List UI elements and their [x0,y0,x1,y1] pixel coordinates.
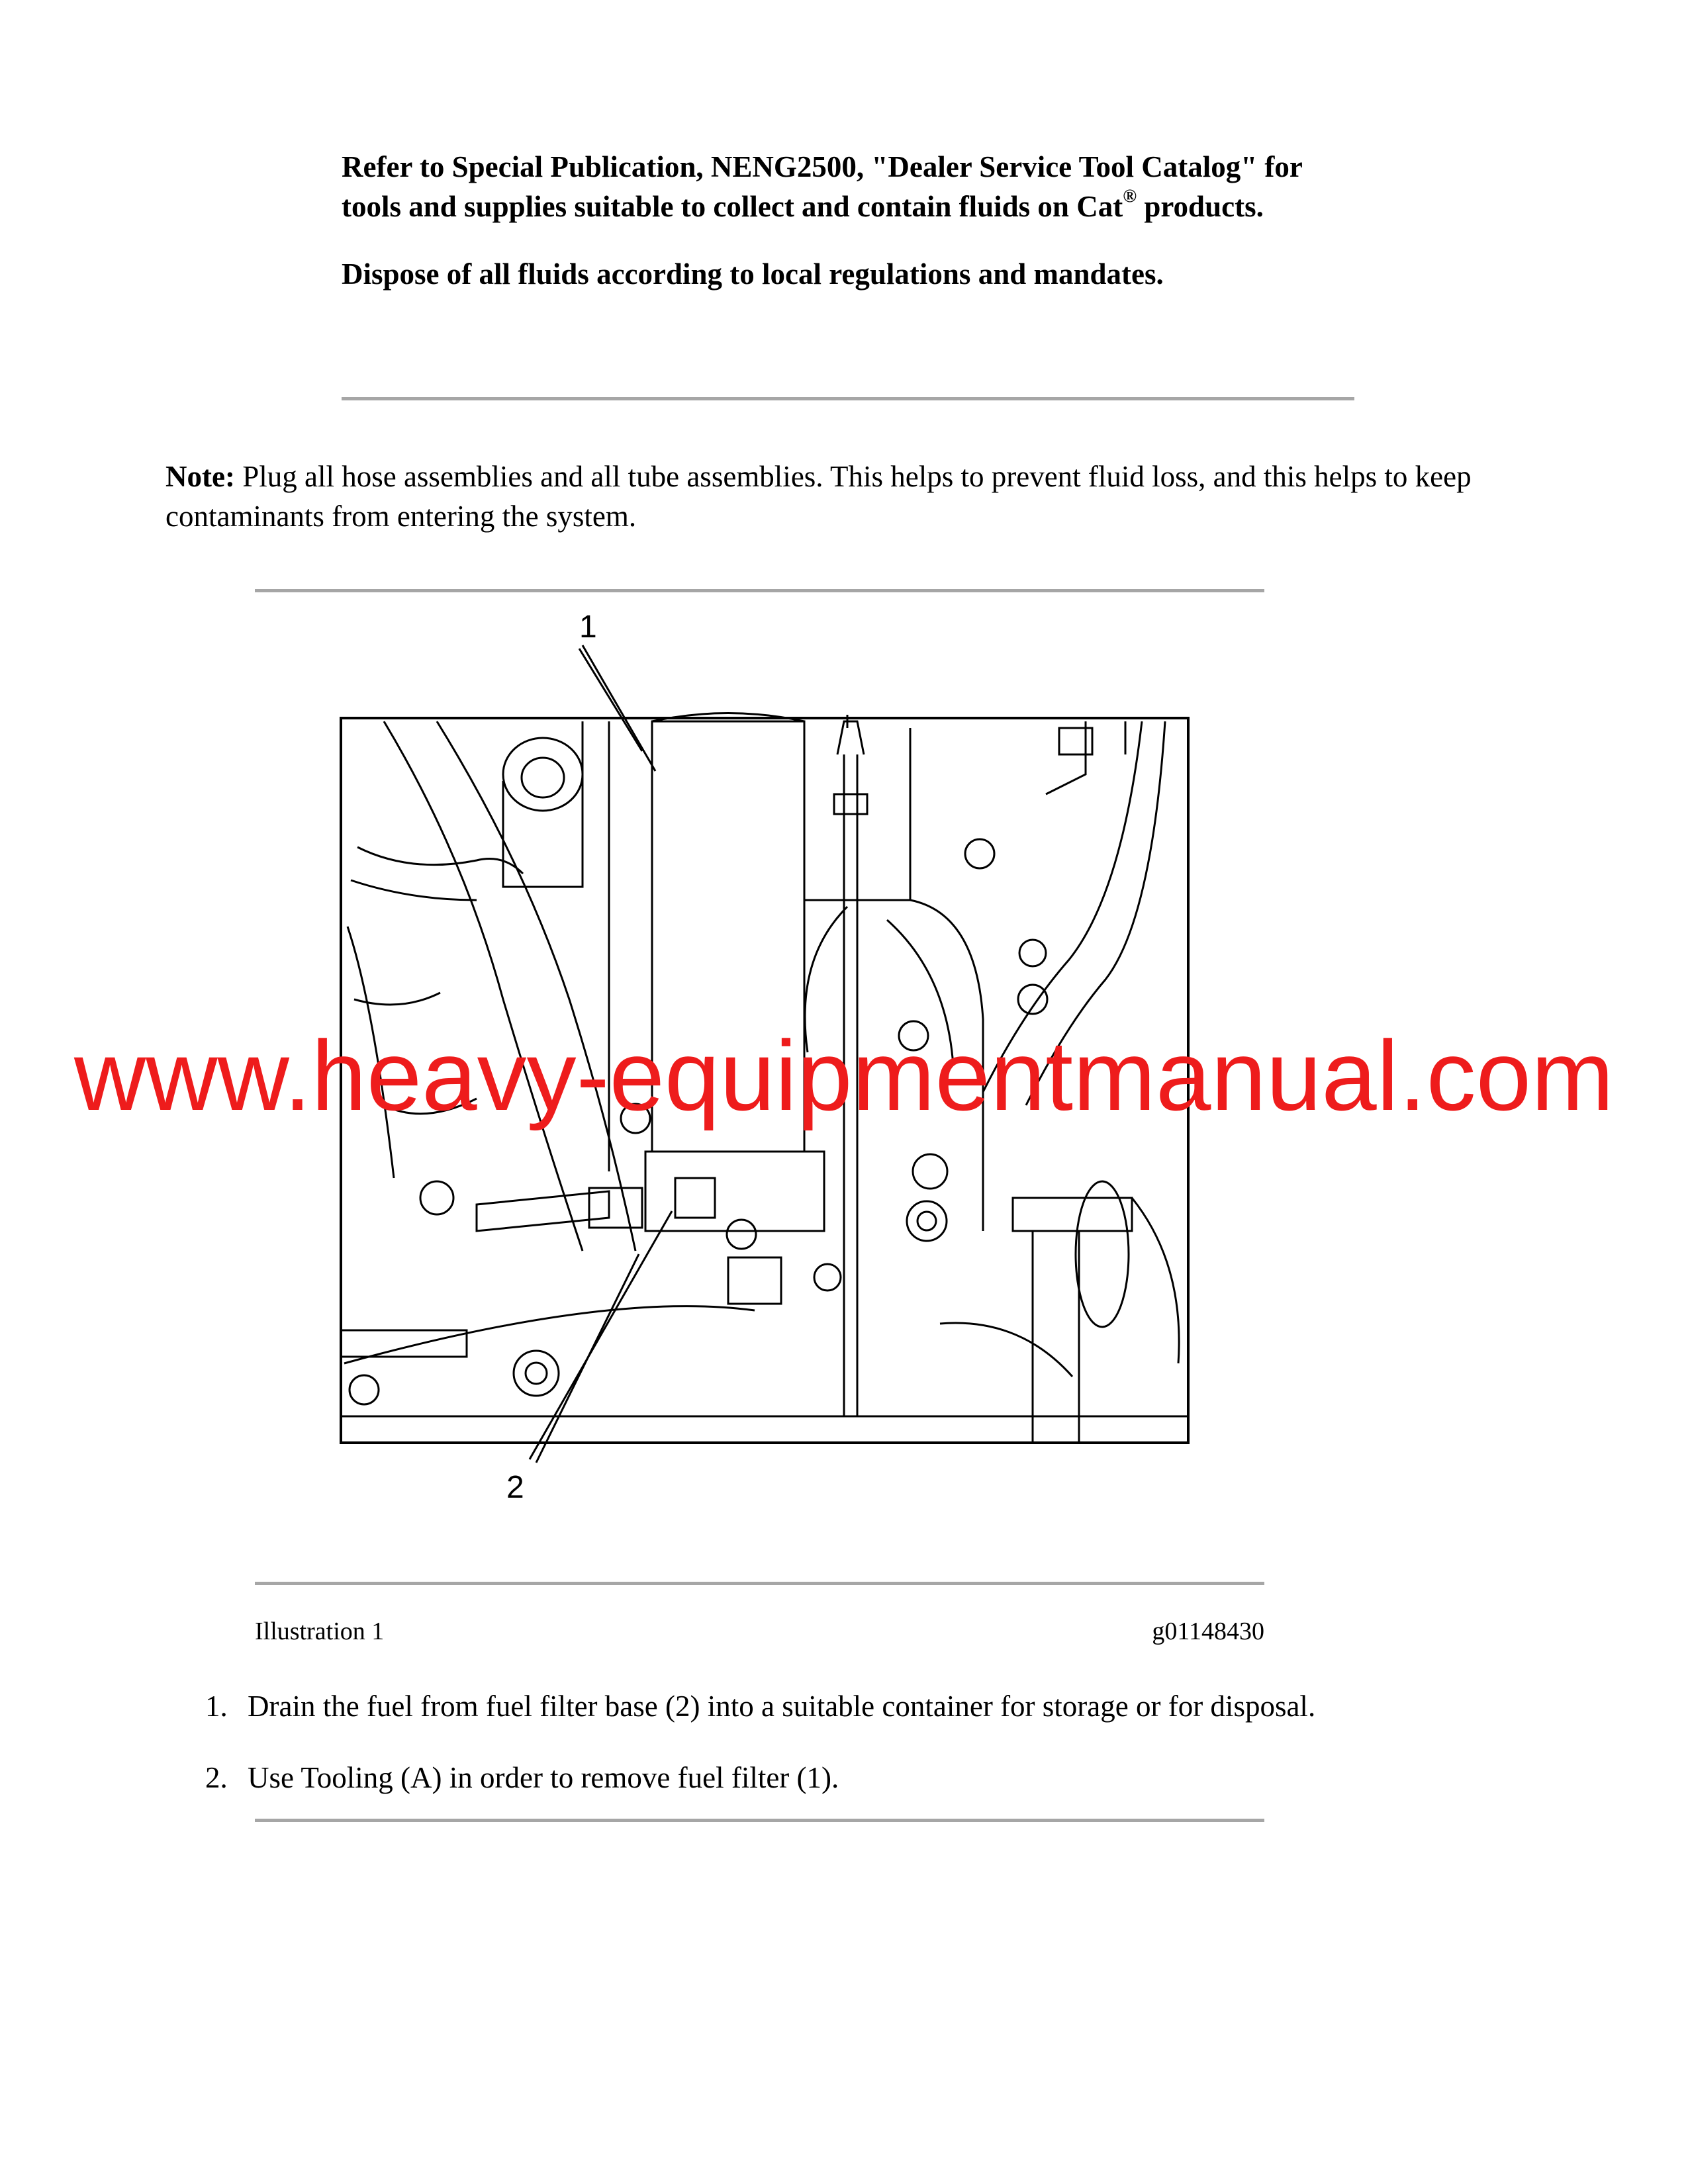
caution-text-products: products. [1137,190,1264,223]
divider-caution [342,397,1354,400]
watermark-url: www.heavy-equipmentmanual.com [73,1020,1615,1131]
step-text: Drain the fuel from fuel filter base (2) into a suitable container for storage or for disposal. [248,1690,1316,1723]
callout-1: 1 [579,610,597,645]
note-text: Plug all hose assemblies and all tube assemblies. This helps to prevent fluid loss, and this helps to keep contaminants from entering the system. [165,460,1472,533]
step-item [205,1758,1529,1797]
step-number: 1. [205,1690,228,1723]
caption-label: Illustration 1 [255,1617,385,1645]
illustration-caption [255,1615,1264,1648]
note-paragraph [165,457,1529,536]
divider-after-illustration [255,1582,1264,1585]
caution-paragraph-tools [342,147,1354,226]
graphic-id: g01148430 [1152,1617,1264,1645]
registered-mark: ® [1123,186,1137,206]
divider-before-illustration [255,589,1264,592]
step-number: 2. [205,1761,228,1794]
callout-2: 2 [506,1470,524,1505]
caution-text-tools: Refer to Special Publication, NENG2500, "Dealer Service Tool Catalog" for tools and supplies suitable to collect and contain fluids on Cat [342,150,1303,223]
note-label: Note: [165,460,235,493]
divider-end [255,1819,1264,1822]
step-item [205,1686,1529,1726]
step-text: Use Tooling (A) in order to remove fuel filter (1). [248,1761,839,1794]
caution-block [342,147,1354,322]
procedure-steps [205,1686,1529,1829]
caution-text-dispose: Dispose of all fluids according to local regulations and mandates. [342,257,1164,291]
